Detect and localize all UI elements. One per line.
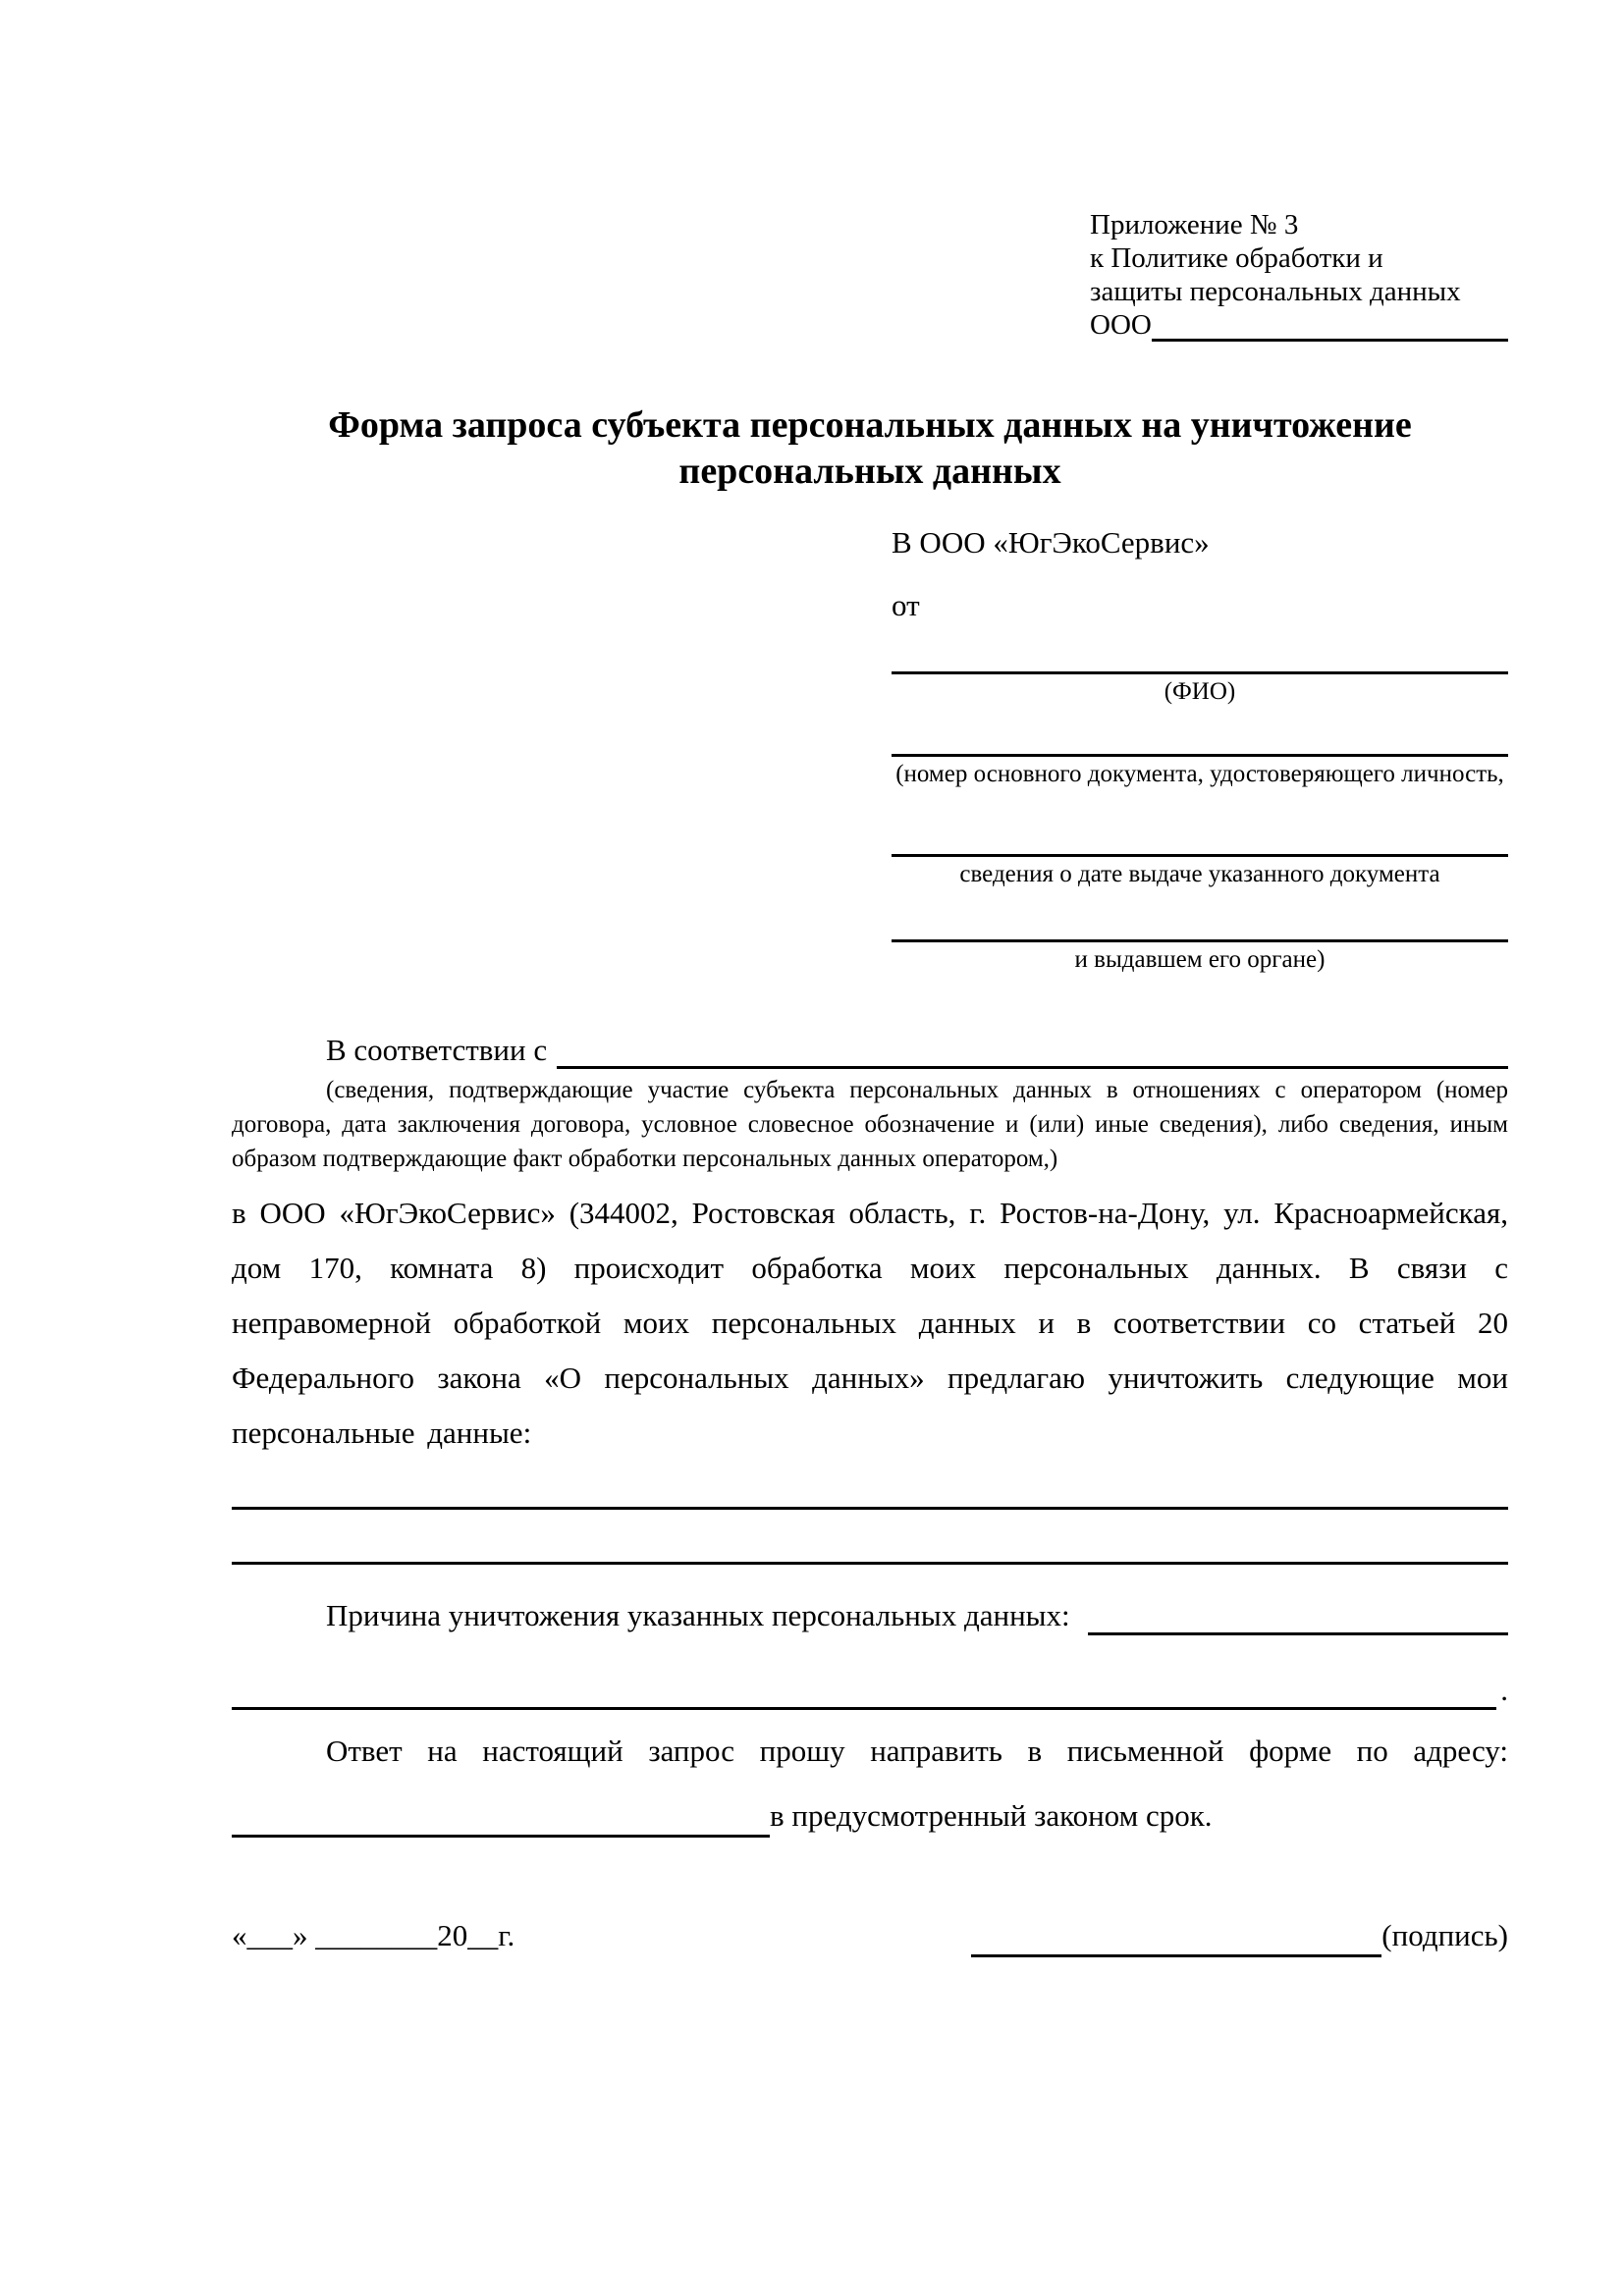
trailing-period: . [1500, 1673, 1508, 1707]
reason-label: Причина уничтожения указанных персональных данных: [326, 1598, 1070, 1632]
org-line [1090, 308, 1508, 342]
fio-caption: (ФИО) [1164, 678, 1236, 705]
accordance-lead: В соответствии с [326, 1033, 548, 1067]
doc-issuer-blank-field[interactable] [892, 916, 1508, 942]
header-note-line: Приложение № 3 [1090, 209, 1299, 240]
doc-issue-date-caption: сведения о дате выдаче указанного документа [959, 861, 1440, 887]
doc-issue-date-blank-field[interactable] [892, 830, 1508, 857]
accordance-note: (сведения, подтверждающие участие субъекта персональных данных в отношениях с оператором (номер договора, дата заключения договора, условное словесное обозначение и (или) иные сведения), либо сведения, иным образом подтверждающие факт обработки персональных данных оператором,) [232, 1077, 1508, 1172]
fio-blank-field[interactable] [892, 648, 1508, 674]
response-address-blank-field[interactable] [232, 1804, 770, 1838]
header-note-line: защиты персональных данных [1090, 276, 1461, 307]
addressee-block [892, 524, 1508, 975]
reason-row [232, 1596, 1508, 1635]
header-note [1090, 208, 1508, 342]
personal-data-blank-field-2[interactable] [232, 1510, 1508, 1565]
page-title: Форма запроса субъекта персональных данных на уничтожение персональных данных [328, 404, 1412, 492]
from-label: от [892, 588, 920, 622]
doc-number-caption: (номер основного документа, удостоверяющего личность, [895, 761, 1504, 787]
signature-blank-field[interactable] [971, 1924, 1381, 1957]
org-name-blank-field[interactable] [1152, 312, 1508, 342]
personal-data-blank-field-1[interactable] [232, 1467, 1508, 1510]
header-note-line: к Политике обработки и [1090, 242, 1383, 274]
response-suffix: в предусмотренный законом срок. [770, 1798, 1213, 1833]
response-line: Ответ на настоящий запрос прошу направить в письменной форме по адресу: [326, 1734, 1508, 1768]
addressee-to-line: В ООО «ЮгЭкоСервис» [892, 525, 1210, 560]
reason-continuation-row [232, 1671, 1508, 1710]
accordance-blank-field[interactable] [557, 1036, 1508, 1069]
body-paragraph: в ООО «ЮгЭкоСервис» (344002, Ростовская область, г. Ростов-на-Дону, ул. Красноармейская, дом 170, комната 8) происходит обработка моих персональных данных. В связи с неправомерной обработкой моих персональных данных и в соответствии со статьей 20 Федерального закона «О персональных данных» предлагаю уничтожить следующие мои персональные данные: [232, 1196, 1508, 1450]
signature-caption: (подпись) [1381, 1918, 1508, 1952]
accordance-row [232, 1032, 1508, 1069]
signature-group [971, 1914, 1508, 1957]
date-signature-row [232, 1914, 1508, 1957]
org-prefix: ООО [1090, 309, 1152, 341]
doc-number-blank-field[interactable] [892, 730, 1508, 757]
reason-blank-field[interactable] [1088, 1602, 1508, 1635]
date-blank-field[interactable]: «___» ________20__г. [232, 1918, 515, 1952]
doc-issuer-caption: и выдавшем его органе) [1074, 946, 1326, 973]
response-suffix-row [232, 1794, 1508, 1838]
reason-continuation-blank-field[interactable] [232, 1677, 1496, 1710]
